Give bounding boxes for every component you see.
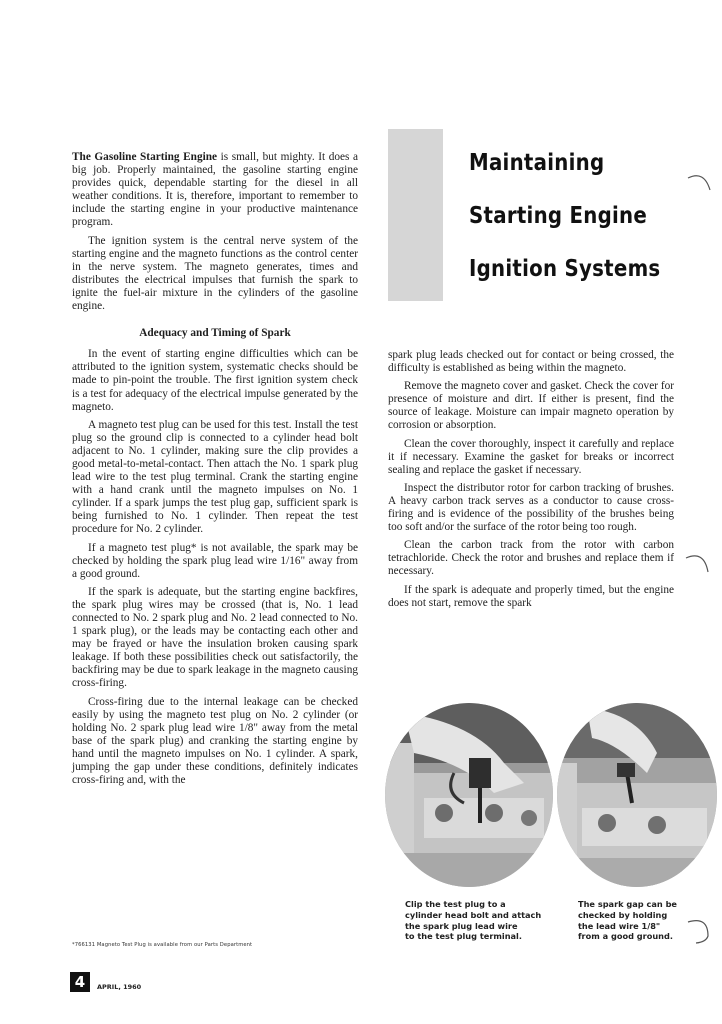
paragraph: In the event of starting engine difficulties which can be attributed to the ignition system, systematic checks should be made to pin-point the trouble. The first ignition system check is a test for adequacy of the electrical impulse generated by the magneto. — [72, 348, 358, 413]
binder-hole-mark — [684, 548, 714, 578]
paragraph: If the spark is adequate, but the starting engine backfires, the spark plug wires may be crossed (that is, No. 1 lead connected to No. 2 spark plug and No. 2 lead connected to No. 1 spark plug), or the leads may be contacting each other and may be frayed or have the insulation broken causing spark leakage. If both these possibilities check out satisfactorily, the backfiring may be due to spark leakage in the magneto causing cross-firing. — [72, 585, 358, 690]
binder-hole-mark — [686, 916, 716, 946]
paragraph: Clean the cover thoroughly, inspect it carefully and replace it if necessary. Examine the gasket for breaks or incorrect sealing and replace the gasket if necessary. — [388, 437, 674, 476]
title-shade-box — [388, 129, 443, 301]
caption-line: The spark gap can be — [578, 899, 677, 909]
paragraph: A magneto test plug can be used for this test. Install the test plug so the ground clip is connected to a cylinder head bolt adjacent to No. 1 cylinder, making sure the clip provides a good metal-to-metal-contact. Then attach the No. 1 spark plug lead wire to the test plug terminal. Crank the starting engine with a hand crank until the magneto impulses on No. 1 cylinder. If a spark jumps the test plug gap, sufficient spark is being furnished to No. 1 cylinder. Then repeat the test procedure for No. 2 cylinder. — [72, 418, 358, 536]
caption-line: Clip the test plug to a — [405, 899, 506, 909]
section-subhead: Adequacy and Timing of Spark — [139, 327, 291, 340]
caption-line: checked by holding — [578, 909, 668, 920]
paragraph: Cross-firing due to the internal leakage can be checked easily by using the magneto test plug on No. 2 cylinder (or holding No. 2 spark plug lead wire 1/8" away from the metal base of the spark plug) and cranking the starting engine by hand until the magneto impulses on No. 1 cylinder. A spark, jumping the gap under these conditions, definitely indicates cross-firing and, with the — [72, 695, 358, 787]
paragraph: Inspect the distributor rotor for carbon tracking of brushes. A heavy carbon track serves as a conductor to cause cross-firing and is evidence of the possibility of the brushes being too soft and/or the surface of the rotor being too rough. — [388, 481, 674, 534]
paragraph: Clean the carbon track from the rotor with carbon tetrachloride. Check the rotor and brushes and replace them if necessary. — [388, 539, 674, 578]
caption-line: the spark plug lead wire — [405, 920, 518, 931]
photo-2-caption — [578, 899, 688, 942]
binder-hole-mark — [686, 168, 716, 198]
paragraph: Remove the magneto cover and gasket. Check the cover for presence of moisture and dirt. If either is present, find the source of leakage. Moisture can impair magneto operation by corrosion or absorption. — [388, 380, 674, 432]
intro-paragraph — [72, 151, 358, 230]
caption-line: from a good ground. — [578, 931, 673, 942]
title-line-3: Ignition Systems — [469, 256, 661, 282]
photo-1-caption — [405, 899, 545, 942]
title-line-1: Maintaining — [469, 150, 605, 176]
title-line-2: Starting Engine — [469, 203, 648, 229]
footnote: *766131 Magneto Test Plug is available from our Parts Department — [72, 942, 253, 948]
paragraph: If a magneto test plug* is not available, the spark may be checked by holding the spark plug lead wire 1/16" away from a good ground. — [72, 541, 358, 580]
left-text-column — [72, 151, 358, 792]
intro-rest: is small, but mighty. It does a big job. Properly maintained, the gasoline starting engine provides quick, dependable starting for the diesel in all weather conditions. It is, therefore, important to remember to include the starting engine in your productive maintenance program. — [72, 151, 358, 229]
caption-line: the lead wire 1/8" — [578, 920, 661, 931]
photo-test-plug — [384, 703, 554, 888]
right-text-column — [388, 349, 674, 615]
caption-line: to the test plug terminal. — [405, 931, 522, 942]
paragraph: If the spark is adequate and properly timed, but the engine does not start, remove the spark — [388, 583, 674, 609]
caption-line: cylinder head bolt and attach — [405, 909, 542, 920]
photo-spark-gap — [557, 703, 717, 888]
paragraph: spark plug leads checked out for contact or being crossed, the difficulty is established as being within the magneto. — [388, 349, 674, 375]
intro-lead: The Gasoline Starting Engine — [72, 151, 218, 163]
paragraph: The ignition system is the central nerve system of the starting engine and the magneto functions as the control center in the nerve system. The magneto generates, times and distributes the electrical impulses that furnish the spark to ignite the fuel-air mixture in the cylinders of the gasoline engine. — [72, 234, 358, 313]
issue-date: APRIL, 1960 — [97, 983, 142, 991]
page-number: 4 — [70, 972, 90, 992]
